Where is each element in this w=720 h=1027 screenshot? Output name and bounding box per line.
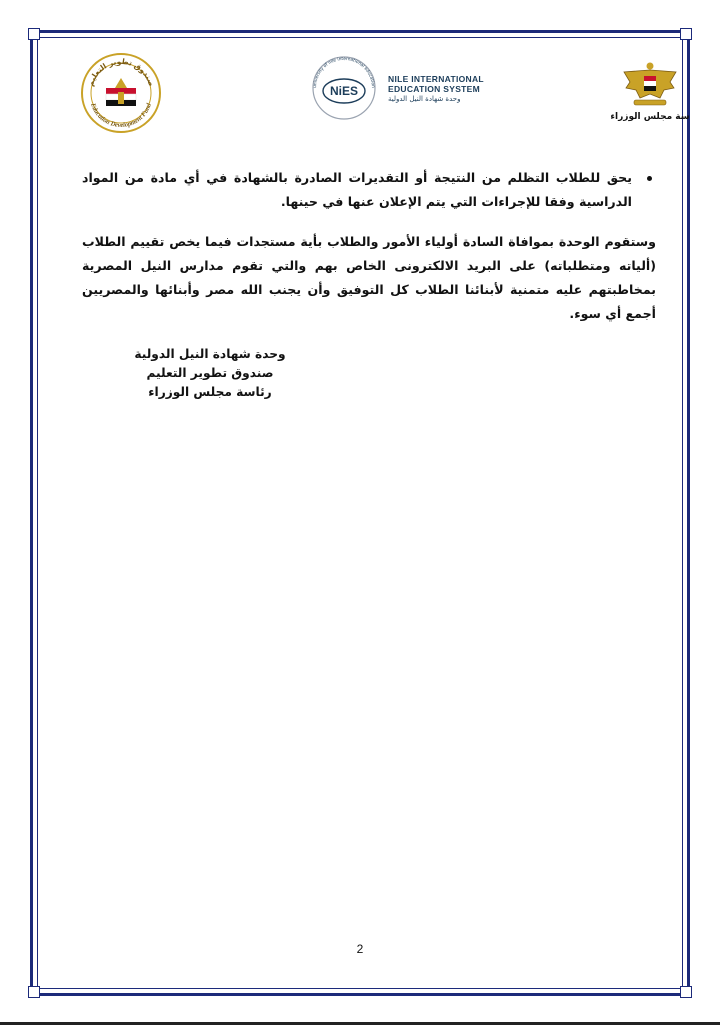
signature-line-fund: صندوق تطوير التعليم — [146, 366, 274, 380]
nies-title-line-1: NILE INTERNATIONAL — [388, 74, 484, 84]
nies-arabic-subtitle: وحدة شهادة النيل الدولية — [388, 95, 461, 103]
corner-ornament — [680, 28, 692, 40]
nies-title-line-2: EDUCATION SYSTEM — [388, 84, 481, 94]
egypt-eagle-emblem — [620, 58, 680, 110]
signature-line-unit: وحدة شهادة النيل الدولية — [134, 347, 286, 361]
cabinet-caption: سة مجلس الوزراء — [610, 112, 690, 122]
corner-ornament — [28, 986, 40, 998]
bullet-text: يحق للطلاب التظلم من النتيجة أو التقديرات الصادرة بالشهادة في أي مادة من المواد الدراسية وفقا للإجراءات التي يتم الإعلان عنها في حينها. — [82, 170, 632, 209]
nies-wordmark — [388, 74, 518, 104]
svg-text:university of nile internation: university of nile international education — [312, 56, 376, 89]
body-paragraph: وستقوم الوحدة بموافاة السادة أولياء الأمور والطلاب بأية مستجدات فيما يخص تقييم الطلاب (ألياته ومتطلباته) على البريد الالكترونى الخاص بهم والتي تقوم مدارس النيل المصرية بمخاطبتهم عليه متمنية لأبنائنا الطلاب كل التوفيق وأن يجنب الله مصر وأبنائها والمصريين أجمع أي سوء. — [82, 234, 656, 321]
bullet-item — [82, 166, 656, 214]
svg-text:صندوق تطوير التعليم: صندوق تطوير التعليم — [85, 56, 157, 88]
bullet-icon — [647, 176, 652, 181]
letter-body — [82, 166, 656, 326]
svg-text:NiES: NiES — [329, 84, 359, 98]
svg-text:Education Development Fund: Education Development Fund — [89, 102, 153, 130]
nies-logo — [306, 56, 382, 120]
corner-ornament — [680, 986, 692, 998]
bottom-divider — [0, 1022, 720, 1025]
education-development-fund-logo — [80, 52, 162, 134]
signature-line-cabinet: رئاسة مجلس الوزراء — [148, 385, 272, 399]
signature-block — [120, 345, 300, 402]
page-number: 2 — [356, 942, 364, 956]
corner-ornament — [28, 28, 40, 40]
